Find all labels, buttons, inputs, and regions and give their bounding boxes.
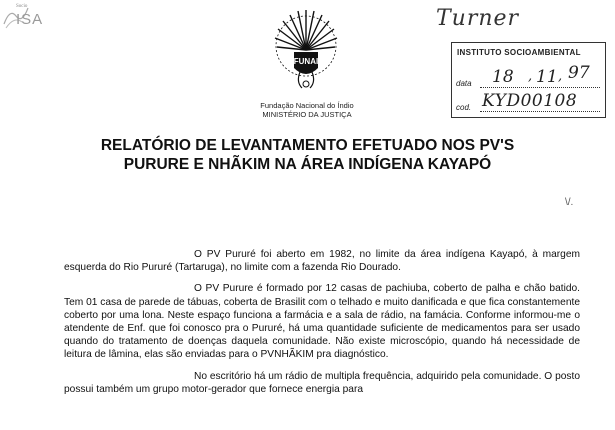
handwritten-name: Turner xyxy=(436,6,520,31)
funai-caption xyxy=(247,101,367,119)
stamp-code: KYD00108 xyxy=(482,91,578,111)
document-body xyxy=(64,248,580,404)
stray-mark: \/. xyxy=(565,197,574,208)
archive-stamp: INSTITUTO SOCIOAMBIENTAL data 18 , 11 , 97 cod. KYD00108 xyxy=(451,42,606,118)
funai-caption-line2: MINISTÉRIO DA JUSTIÇA xyxy=(262,110,352,119)
paragraph: O PV Pururé foi aberto em 1982, no limite da área indígena Kayapó, à margem esquerda do Rio Pururé (Tartaruga), no limite com a fazenda Rio Dourado. xyxy=(64,249,580,274)
isa-logo xyxy=(2,2,46,32)
stamp-org: INSTITUTO SOCIOAMBIENTAL xyxy=(457,48,581,57)
emblem-text: FUNAI xyxy=(293,57,319,66)
stamp-date-year: 97 xyxy=(568,63,590,83)
document-title xyxy=(60,136,555,174)
stamp-date-day: 18 xyxy=(492,67,514,87)
isa-logo-text: ISA xyxy=(16,11,44,28)
stamp-date-label: data xyxy=(456,79,472,88)
funai-emblem-icon xyxy=(272,6,340,90)
document-title-line2: PURURE E NHÃKIM NA ÁREA INDÍGENA KAYAPÓ xyxy=(123,156,492,173)
paragraph: O PV Purure é formado por 12 casas de pachiuba, coberto de palha e chão batido. Tem 01 casa de parede de tábuas, coberta de Brasilit com o telhado e muito danificada e que fica constantemente coberto por uma lona. Neste espaço funciona a farmácia e a sala de rádio, na famácia. Conforme informou-me o atendente de Enf. que foi conosco pra o Pururé, há uma quantidade suficiente de medicamentos para ser usado quando do tratamento de doenças daquela comunidade. Não existe microscópio, quando há necessidade de leitura de lâmina, elas são enviadas para o PVNHÃKIM pra diagnóstico. xyxy=(64,283,580,361)
funai-caption-line1: Fundação Nacional do Índio xyxy=(260,101,354,110)
document-title-line1: RELATÓRIO DE LEVANTAMENTO EFETUADO NOS PV'S xyxy=(100,137,515,154)
stamp-date-month: 11 xyxy=(536,67,558,87)
stamp-cod-label: cod. xyxy=(456,103,472,112)
paragraph: No escritório há um rádio de multipla frequência, adquirido pela comunidade. O posto possui também um grupo motor-gerador que fornece energia para xyxy=(64,370,580,395)
isa-logo-small-text: Socio xyxy=(16,4,28,9)
